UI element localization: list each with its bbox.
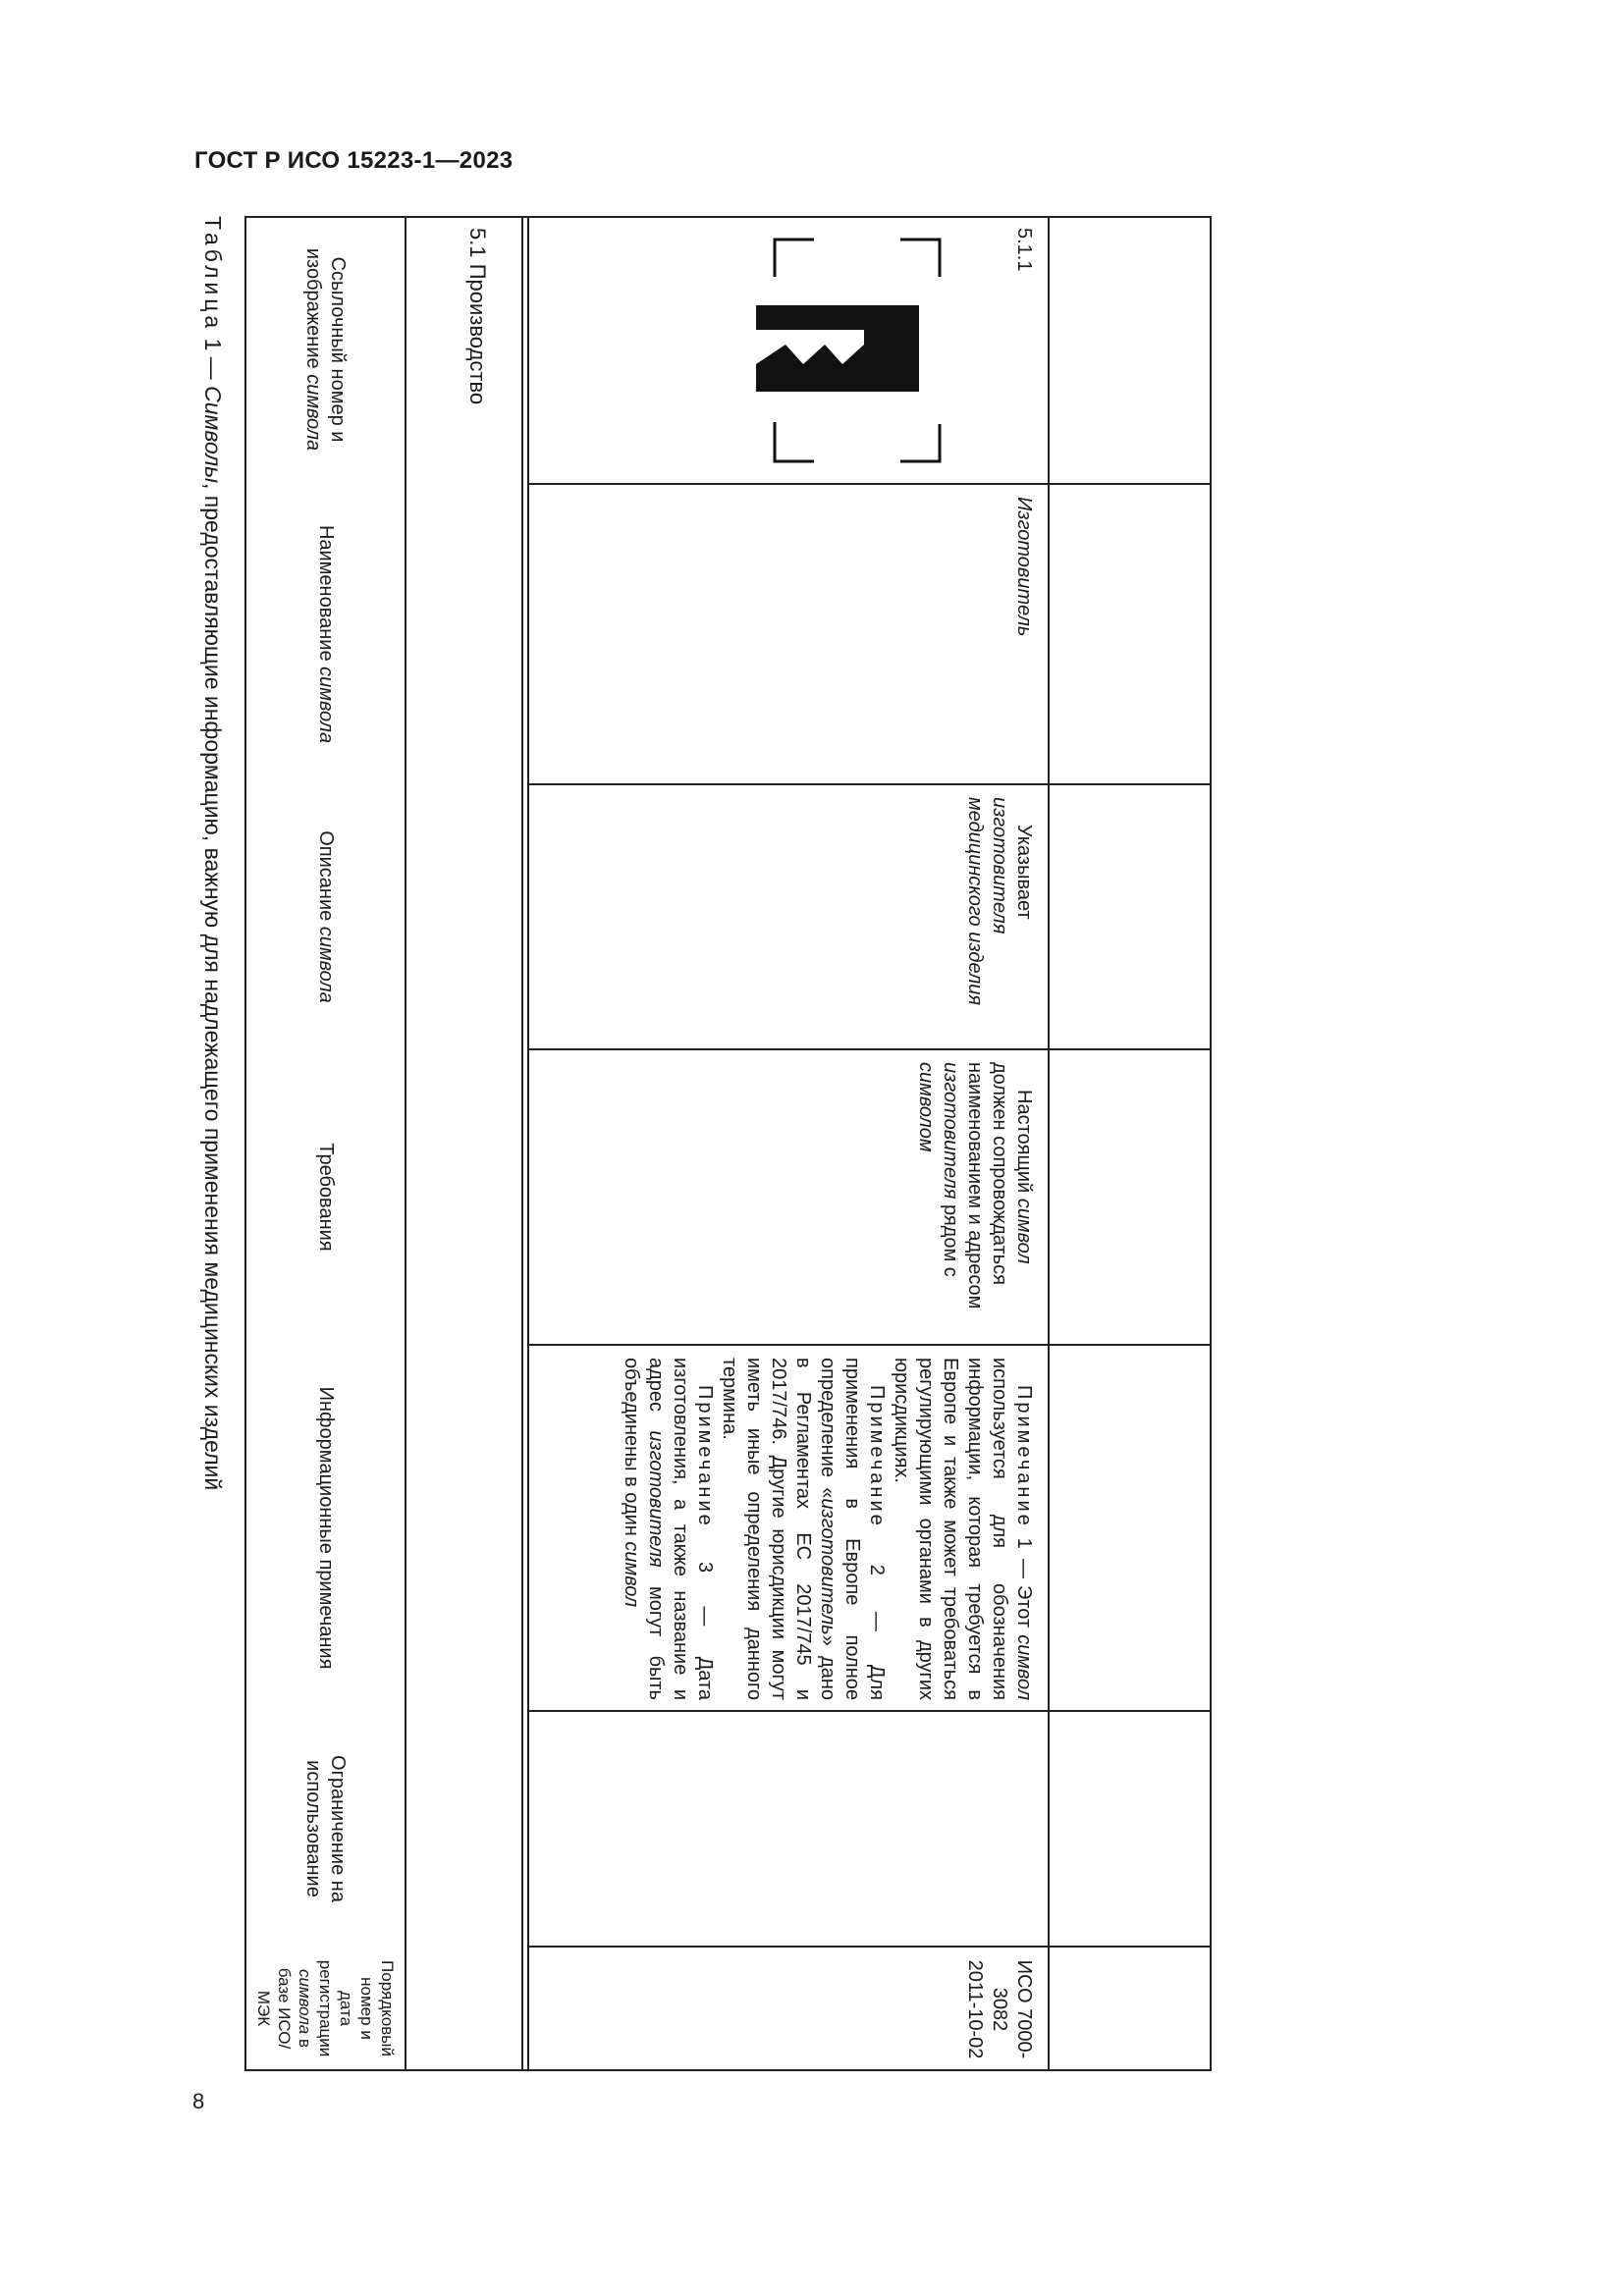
page-number: 8 [192,2089,205,2113]
note-3: Примечание 3 — Дата изготовления, а также название и адрес изготовителя могут быть объединены в один символ [621,1358,716,1700]
header-requirements: Требования [315,1143,337,1252]
symbol-name-cell [1005,485,1048,783]
registration-number: ИСО 7000-3082 [989,1959,1035,2059]
note-2: Примечание 2 — Для применения в Европе полное определение «изготовитель» дано в Регламентах ЕС 2017/745 и 2017/746. Другие юрисдикции могут иметь иные определения данного термина. [719,1358,888,1700]
registration-cell [956,1948,1048,2069]
symbol-name: Изготовитель [1013,497,1035,637]
informational-notes-cell [613,1346,1048,1710]
symbols-table [244,216,1212,2071]
manufacturer-factory-icon [529,216,1048,483]
reference-number: 5.1.1 [1013,228,1035,272]
header-informational-notes: Информационные примечания [315,1386,337,1670]
section-title: 5.1 Производство [465,228,490,405]
header-restriction: Ограничение на использование [302,1755,350,1902]
restriction-cell [1030,1712,1048,1946]
caption-italic-word: Символы [200,386,226,484]
ref-symbol-cell [529,216,1048,483]
header-symbol-name: Наименование символа [315,524,337,744]
header-symbol-description: Описание символа [315,830,337,1003]
symbol-description-cell [956,785,1048,1048]
caption-number: 1 [200,338,226,351]
header-ref-symbol: Ссылочный номер и изображение символа [302,247,350,452]
requirements-text: Настоящий символ должен сопровождаться наименованием и адресом изготовителя рядом с символом [915,1062,1035,1309]
caption-dash: — [200,356,226,380]
note-1: Примечание 1 — Этот символ используется для обозначения информации, которая требуется в Европе и также может требоваться регулирующими органами в других юрисдикциях. [891,1358,1035,1700]
header-registration: Порядковый номер и дата регистрации символа в базе ИСО/МЭК [254,1959,397,2057]
registration-date: 2011-10-02 [964,1959,986,2059]
section-row [406,216,519,2071]
symbol-description: Указывает изготовителя медицинского изделия [964,797,1035,1006]
caption-label: Таблица [200,216,226,333]
document-code-header: ГОСТ Р ИСО 15223-1—2023 [194,147,514,174]
caption-text: , предоставляющие информацию, важную для надлежащего применения медицинских изделий [200,483,226,1491]
manufacturer-symbol [529,216,1048,483]
table-caption [196,216,230,2071]
requirements-cell [907,1050,1048,1344]
rotated-table-page [196,216,1212,2071]
